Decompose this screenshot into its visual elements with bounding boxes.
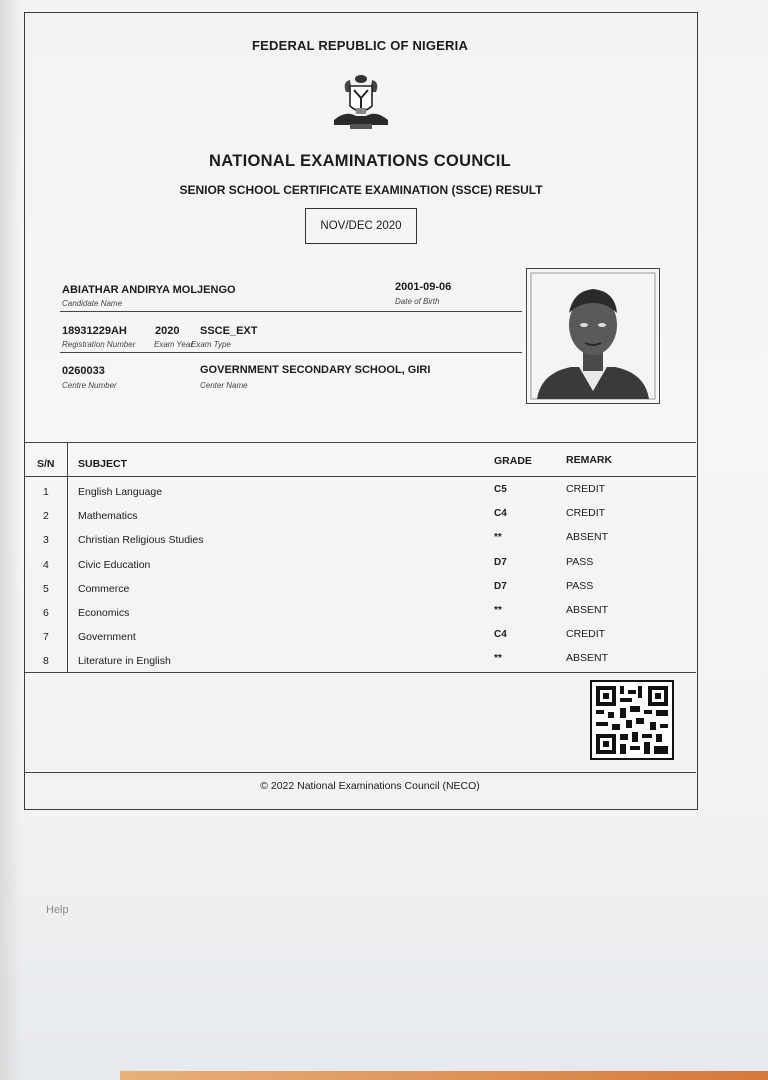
- table-column-divider: [67, 442, 68, 672]
- column-header-sn: S/N: [37, 458, 55, 470]
- row-remark: CREDIT: [566, 628, 606, 640]
- qr-code-icon: [590, 680, 674, 760]
- row-sn: 4: [43, 559, 49, 571]
- exam-title: SENIOR SCHOOL CERTIFICATE EXAMINATION (SSCE) RESULT: [179, 183, 543, 197]
- row-sn: 8: [43, 655, 49, 667]
- row-sn: 5: [43, 583, 49, 595]
- coat-of-arms-icon: [326, 70, 396, 134]
- centre-number-label: Centre Number: [62, 381, 117, 390]
- council-heading: NATIONAL EXAMINATIONS COUNCIL: [208, 152, 512, 170]
- row-grade: **: [494, 532, 502, 543]
- row-remark: PASS: [566, 556, 594, 568]
- row-grade: C5: [494, 484, 507, 495]
- centre-name-label: Center Name: [200, 381, 248, 390]
- row-sn: 6: [43, 607, 49, 619]
- candidate-name-label: Candidate Name: [62, 299, 123, 308]
- row-grade: C4: [494, 629, 507, 640]
- registration-number-label: Registration Number: [62, 340, 136, 349]
- background-strip: [120, 1071, 768, 1080]
- row-sn: 3: [43, 534, 49, 546]
- row-subject: Literature in English: [78, 655, 171, 667]
- country-heading: FEDERAL REPUBLIC OF NIGERIA: [251, 38, 469, 53]
- row-subject: Commerce: [78, 583, 130, 595]
- row-subject: Christian Religious Studies: [78, 534, 204, 546]
- exam-type: SSCE_EXT: [200, 325, 258, 337]
- row-remark: PASS: [566, 580, 594, 592]
- row-subject: English Language: [78, 486, 163, 498]
- divider: [60, 352, 522, 353]
- table-header-border: [25, 476, 696, 477]
- help-link[interactable]: Help: [46, 904, 69, 916]
- footer-divider: [25, 772, 696, 773]
- date-of-birth-label: Date of Birth: [395, 297, 440, 306]
- exam-year-label: Exam Year: [154, 340, 193, 349]
- column-header-grade: GRADE: [494, 455, 532, 467]
- row-grade: **: [494, 605, 502, 616]
- row-remark: ABSENT: [566, 531, 609, 543]
- candidate-photo: [526, 268, 660, 404]
- exam-year: 2020: [155, 325, 180, 337]
- row-grade: C4: [494, 508, 507, 519]
- table-top-border: [25, 442, 696, 443]
- candidate-name: ABIATHAR ANDIRYA MOLJENGO: [62, 284, 236, 296]
- row-sn: 7: [43, 631, 49, 643]
- registration-number: 18931229AH: [62, 325, 127, 337]
- centre-number: 0260033: [62, 365, 105, 377]
- table-bottom-border: [25, 672, 696, 673]
- row-sn: 2: [43, 510, 49, 522]
- row-subject: Civic Education: [78, 559, 151, 571]
- copyright-footer: © 2022 National Examinations Council (NECO): [260, 780, 480, 792]
- row-grade: D7: [494, 557, 507, 568]
- row-remark: ABSENT: [566, 604, 609, 616]
- row-grade: **: [494, 653, 502, 664]
- divider: [60, 311, 522, 312]
- row-sn: 1: [43, 486, 49, 498]
- row-subject: Government: [78, 631, 136, 643]
- row-grade: D7: [494, 581, 507, 592]
- row-remark: ABSENT: [566, 652, 609, 664]
- centre-name: GOVERNMENT SECONDARY SCHOOL, GIRI: [200, 364, 431, 376]
- row-remark: CREDIT: [566, 483, 606, 495]
- exam-type-label: Exam Type: [191, 340, 231, 349]
- column-header-subject: SUBJECT: [78, 458, 128, 470]
- row-subject: Economics: [78, 607, 130, 619]
- row-subject: Mathematics: [78, 510, 138, 522]
- row-remark: CREDIT: [566, 507, 606, 519]
- column-header-remark: REMARK: [566, 454, 613, 466]
- exam-session-box: NOV/DEC 2020: [305, 208, 417, 244]
- date-of-birth: 2001-09-06: [395, 281, 452, 293]
